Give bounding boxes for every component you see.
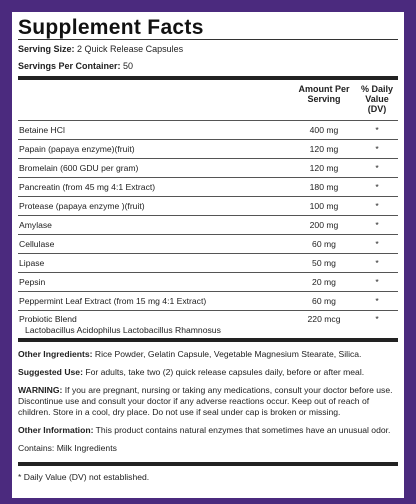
suggested-use: [18, 360, 398, 378]
table-row: [18, 139, 398, 158]
ingredient-amount: 60 mg: [312, 239, 336, 249]
other-ingredients-label: Other Ingredients:: [18, 349, 93, 359]
ingredient-amount: 100 mg: [309, 201, 339, 211]
ingredient-amount: 200 mg: [309, 220, 339, 230]
other-info-text: This product contains natural enzymes that sometimes have an unusual odor.: [95, 425, 391, 435]
ingredient-name: Pepsin: [19, 277, 46, 287]
serving-info: [18, 40, 398, 76]
ingredient-dv: *: [375, 125, 379, 135]
ingredient-name: Amylase: [19, 220, 52, 230]
table-row: [18, 253, 398, 272]
other-info-label: Other Information:: [18, 425, 94, 435]
supplement-facts-panel: [12, 12, 404, 498]
ingredient-table: [18, 120, 398, 310]
warning-text: If you are pregnant, nursing or taking any medications, consult your doctor before use. Discontinue use and consult your doctor if any adverse reactions occur. Keep out of reach of children. Store in a cool, dry place. Do not use if seal under cap is broken or missing.: [18, 385, 393, 417]
dv-header: % Daily Value (DV): [360, 84, 393, 114]
table-row: [18, 215, 398, 234]
ingredient-dv: *: [375, 182, 379, 192]
contains: Contains: Milk Ingredients: [18, 443, 117, 453]
ingredient-dv: *: [375, 296, 379, 306]
footnote: * Daily Value (DV) not established.: [18, 472, 150, 482]
table-row: [18, 272, 398, 291]
ingredient-amount: 50 mg: [312, 258, 336, 268]
ingredient-sub: Lactobacillus Acidophilus Lactobacillus Rhamnosus: [25, 325, 221, 335]
ingredient-name: Betaine HCl: [19, 125, 65, 135]
other-ingredients: [18, 342, 398, 360]
panel-title: Supplement Facts: [18, 16, 204, 39]
table-row: [18, 234, 398, 253]
ingredient-dv: *: [375, 201, 379, 211]
ingredient-dv: *: [375, 144, 379, 154]
amount-header: Amount Per Serving: [298, 84, 350, 104]
warning: [18, 378, 398, 418]
ingredient-dv: *: [375, 314, 379, 324]
ingredient-dv: *: [375, 220, 379, 230]
ingredient-name: Papain (papaya enzyme)(fruit): [19, 144, 135, 154]
table-row: [18, 120, 398, 139]
ingredient-name: Protease (papaya enzyme )(fruit): [19, 201, 145, 211]
table-header: [18, 80, 398, 120]
serving-size-label: Serving Size:: [18, 44, 75, 54]
ingredient-amount: 20 mg: [312, 277, 336, 287]
ingredient-name: Pancreatin (from 45 mg 4:1 Extract): [19, 182, 156, 192]
servings-value: 50: [123, 61, 134, 71]
suggested-use-text: For adults, take two (2) quick release capsules daily, before or after meal.: [85, 367, 365, 377]
ingredient-dv: *: [375, 163, 379, 173]
ingredient-dv: *: [375, 258, 379, 268]
ingredient-name: Cellulase: [19, 239, 55, 249]
ingredient-amount: 180 mg: [309, 182, 339, 192]
ingredient-name: Bromelain (600 GDU per gram): [19, 163, 139, 173]
ingredient-name: Peppermint Leaf Extract (from 15 mg 4:1 Extract): [19, 296, 207, 306]
ingredient-dv: *: [375, 239, 379, 249]
suggested-use-label: Suggested Use:: [18, 367, 83, 377]
table-row: [18, 196, 398, 215]
ingredient-amount: 400 mg: [309, 125, 339, 135]
ingredient-amount: 60 mg: [312, 296, 336, 306]
table-row: [18, 310, 398, 338]
ingredient-name: Probiotic Blend: [19, 314, 77, 324]
other-ingredients-text: Rice Powder, Gelatin Capsule, Vegetable Magnesium Stearate, Silica.: [94, 349, 362, 359]
servings-label: Servings Per Container:: [18, 61, 121, 71]
table-row: [18, 177, 398, 196]
other-information: [18, 418, 398, 436]
warning-label: WARNING:: [18, 385, 63, 395]
ingredient-dv: *: [375, 277, 379, 287]
ingredient-amount: 220 mcg: [307, 314, 341, 324]
ingredient-amount: 120 mg: [309, 144, 339, 154]
table-row: [18, 291, 398, 310]
table-row: [18, 158, 398, 177]
ingredient-name: Lipase: [19, 258, 45, 268]
ingredient-amount: 120 mg: [309, 163, 339, 173]
serving-size-value: 2 Quick Release Capsules: [77, 44, 184, 54]
